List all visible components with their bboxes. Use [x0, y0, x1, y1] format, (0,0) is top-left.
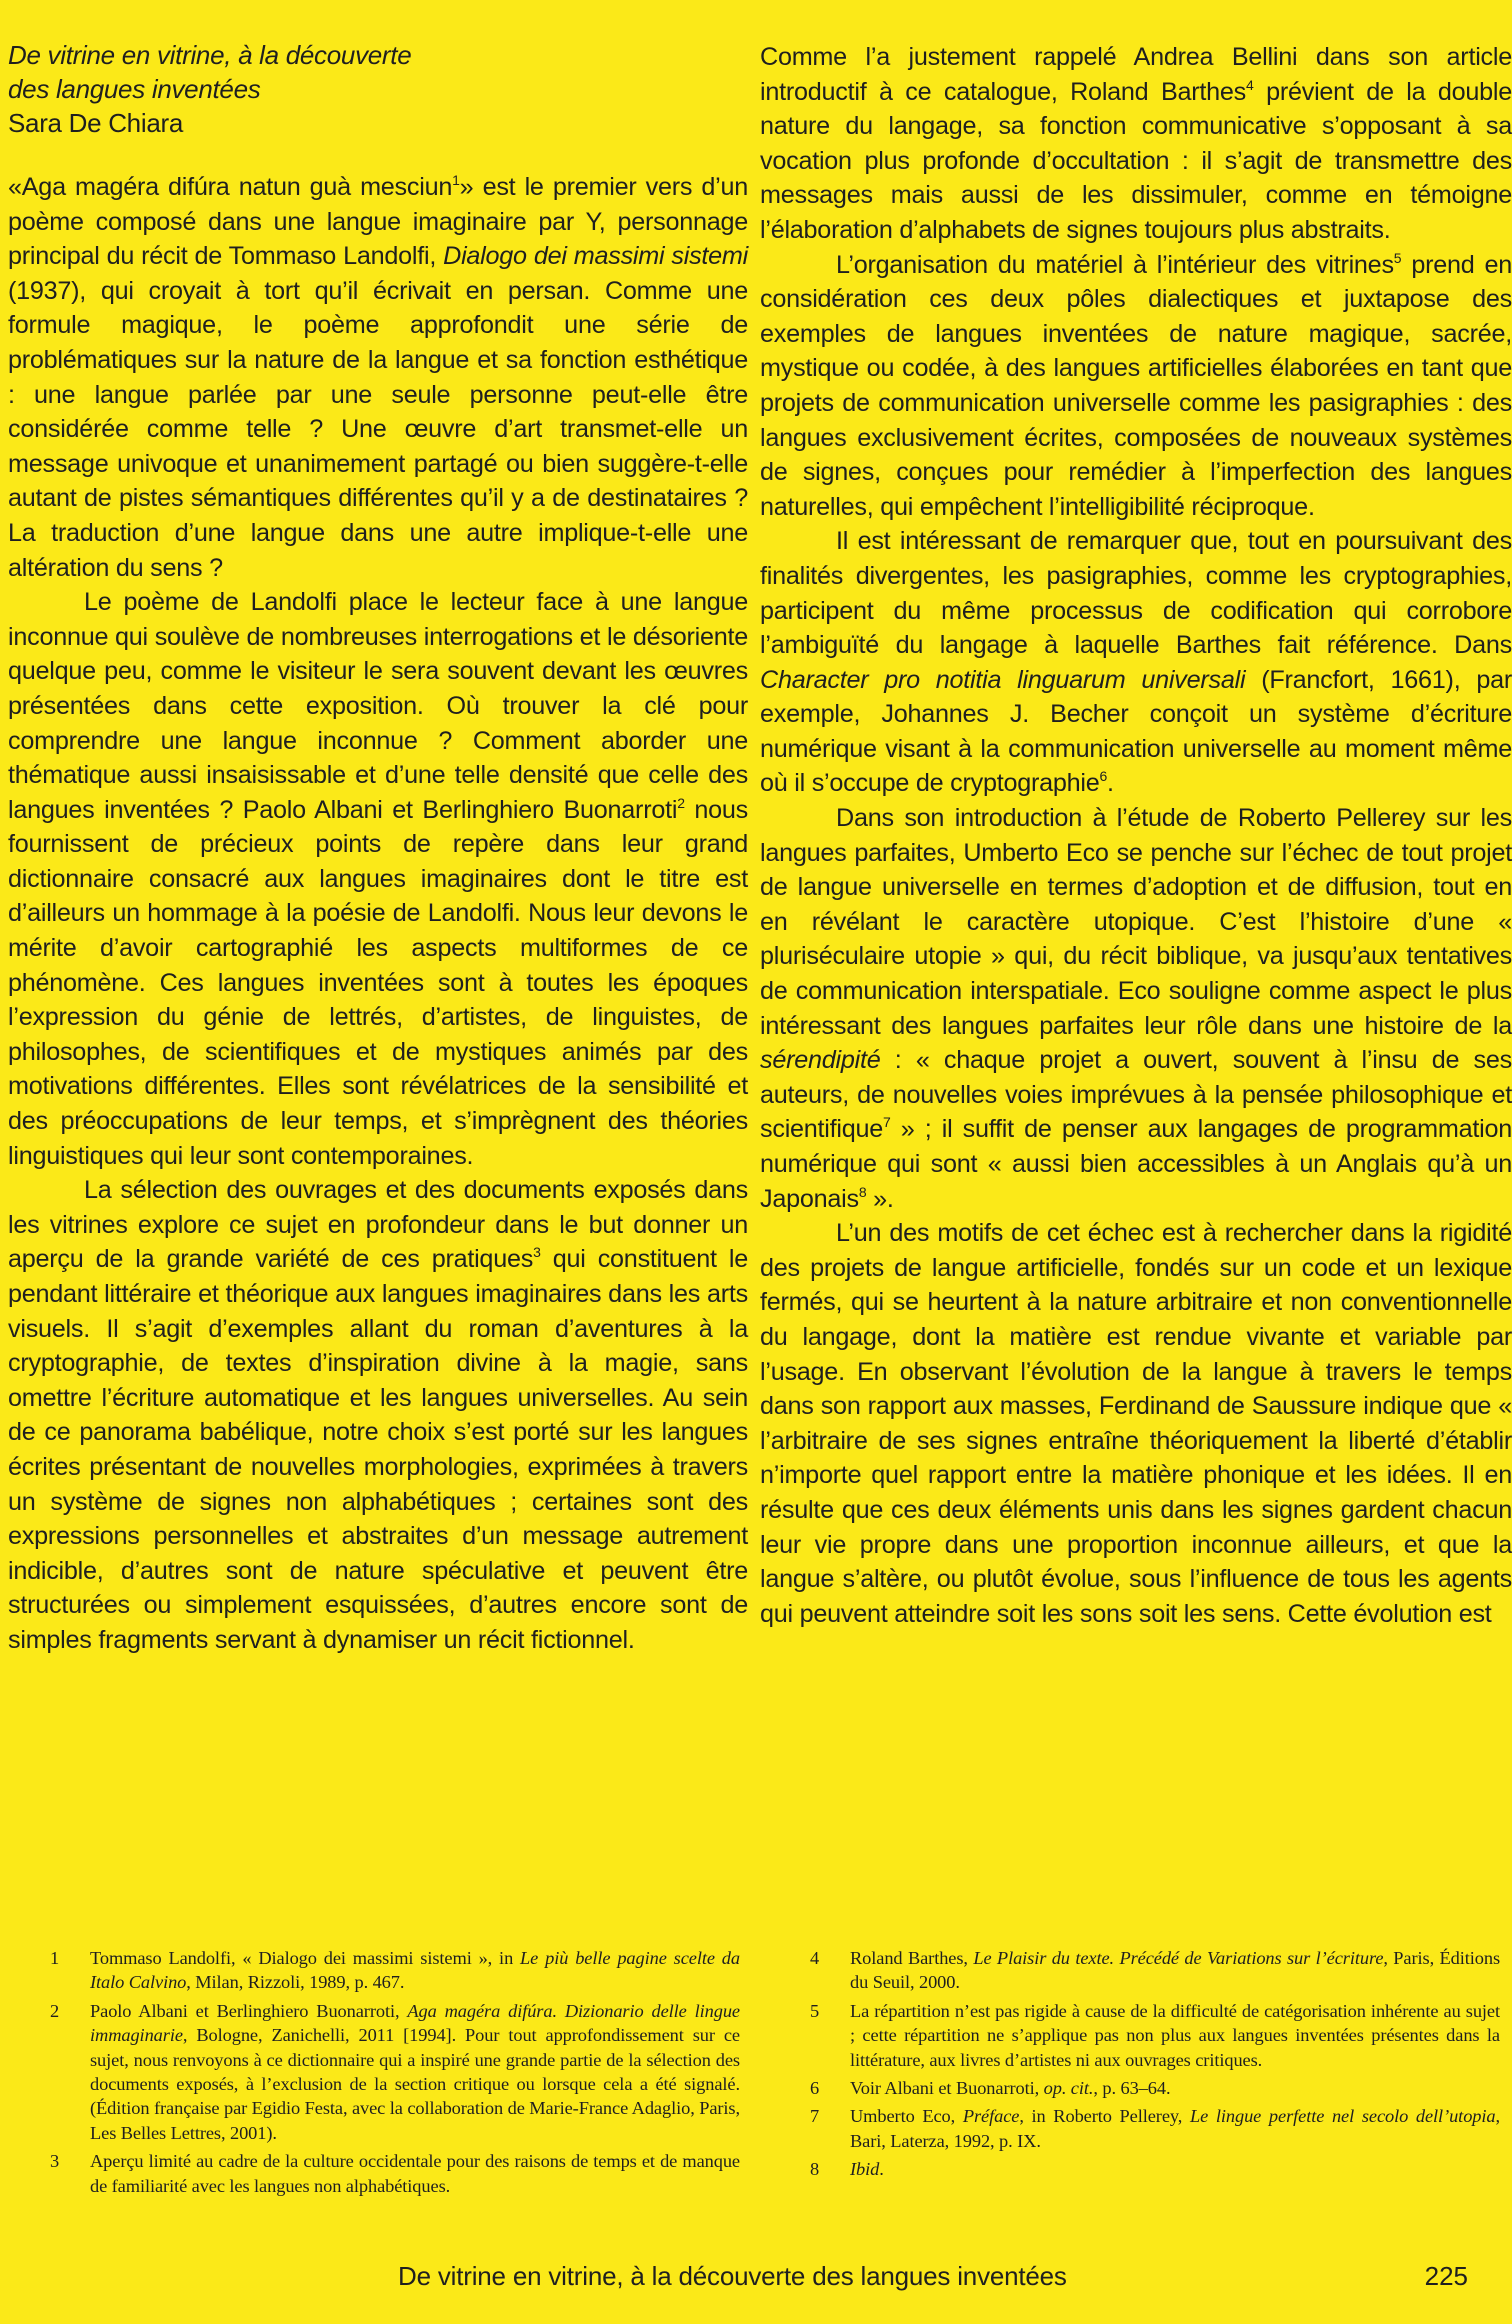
footnote-3: 3 Aperçu limité au cadre de la culture occidentale pour des raisons de temps et de manque de familiarité avec les langues non alphabétiques.	[50, 2151, 740, 2196]
footnote-ref-3: 3	[533, 1244, 541, 1261]
running-footer-title: De vitrine en vitrine, à la découverte des langues inventées	[398, 2261, 1067, 2291]
footnotes-right	[810, 1946, 1500, 2186]
right-column	[760, 40, 1512, 1631]
footnote-ref-4: 4	[1246, 76, 1254, 93]
footnote-ref-7: 7	[883, 1114, 891, 1131]
paragraph-6: Il est intéressant de remarquer que, tout en poursuivant des finalités divergentes, les pasigraphies, comme les cryptographies, participent du même processus de codification qui corrobore l’ambiguïté du langage à laquelle Barthes fait référence. Dans Character pro notitia linguarum universali (Francfort, 1661), par exemple, Johannes J. Becher conçoit un système d’écriture numérique visant à la communication universelle au moment même où il s’occupe de cryptographie$^6$.	[760, 527, 1512, 798]
left-column	[8, 170, 748, 1658]
paragraph-8: L’un des motifs de cet échec est à rechercher dans la rigidité des projets de langue artificielle, fondés sur un code et un lexique fermés, qui se heurtent à la nature arbitraire et non conventionnelle du langage, dont la matière est rendue vivante et variable par l’usage. En observant l’évolution de la langue à travers le temps dans son rapport aux masses, Ferdinand de Saussure indique que « l’arbitraire de ses signes entraîne théoriquement la liberté d’établir n’importe quel rapport entre la matière phonique et les idées. Il en résulte que ces deux éléments unis dans les signes gardent chacun leur vie propre dans une proportion inconnue ailleurs, et que la langue s’altère, ou plutôt évolue, sous l’influence de tous les agents qui peuvent atteindre soit les sons soit les sens. Cette évolution est	[760, 1219, 1512, 1628]
footnote-6: 6 Voir Albani et Buonarroti, op. cit., p. 63–64.	[810, 2078, 1171, 2099]
article-header	[8, 38, 728, 140]
footnotes-left	[50, 1946, 740, 2202]
term-serendipite: sérendipité	[760, 1046, 881, 1075]
paragraph-3: La sélection des ouvrages et des documents exposés dans les vitrines explore ce sujet en profondeur dans le but donner un aperçu de la grande variété de ces pratiques$^3$ qui constituent le pendant littéraire et théorique aux langues imaginaires dans les arts visuels. Il s’agit d’exemples allant du roman d’aventures à la cryptographie, de textes d’inspiration divine à la magie, sans omettre l’écriture automatique et les langues universelles. Au sein de ce panorama babélique, notre choix s’est porté sur les langues écrites présentant de nouvelles morphologies, exprimées à travers un système de signes non alphabétiques ; certaines sont des expressions personnelles et abstraites d’un message autrement indicible, d’autres sont de nature spéculative et peuvent être structurées ou simplement esquissées, d’autres encore sont de simples fragments servant à dynamiser un récit fictionnel.	[8, 1176, 748, 1654]
paragraph-1: «Aga magéra difúra natun guà mesciun$^1$» est le premier vers d’un poème composé dans une langue imaginaire par Y, personnage principal du récit de Tommaso Landolfi, Dialogo dei massimi sistemi (1937), qui croyait à tort qu’il écrivait en persan. Comme une formule magique, le poème approfondit une série de problématiques sur la nature de la langue et sa fonction esthétique : une langue parlée par une seule personne peut-elle être considérée comme telle ? Une œuvre d’art transmet-elle un message univoque et unanimement partagé ou bien suggère-t-elle autant de pistes sémantiques différentes qu’il y a de destinataires ? La traduction d’une langue dans une autre implique-t-elle une altération du sens ?	[8, 172, 748, 582]
footnote-ref-6: 6	[1099, 768, 1108, 785]
article-title-line-2: des langues inventées	[8, 74, 261, 104]
paragraph-4: Comme l’a justement rappelé Andrea Bellini dans son article introductif à ce catalogue, Roland Barthes$^4$ prévient de la double nature du langage, sa fonction communicative s’opposant à sa vocation plus profonde d’occultation : il s’agit de transmettre des messages mais aussi de les dissimuler, comme en témoigne l’élaboration d’alphabets de signes toujours plus abstraits.	[760, 43, 1512, 244]
book-title-dialogo: Dialogo dei massimi sistemi	[443, 242, 748, 271]
footnote-ref-5: 5	[1393, 249, 1402, 266]
book-title-character: Character pro notitia linguarum universali	[760, 665, 1246, 694]
article-author: Sara De Chiara	[8, 108, 183, 138]
page-number: 225	[1424, 2261, 1468, 2291]
footnote-ref-2: 2	[677, 794, 685, 811]
footnote-7: 7 Umberto Eco, Préface, in Roberto Pellerey, Le lingue perfette nel secolo dell’utopia, Bari, Laterza, 1992, p. IX.	[810, 2106, 1500, 2151]
paragraph-7: Dans son introduction à l’étude de Roberto Pellerey sur les langues parfaites, Umberto Eco se penche sur l’échec de tout projet de langue universelle en termes d’adoption et de diffusion, tout en en révélant le caractère utopique. C’est l’histoire d’une « pluriséculaire utopie » qui, du récit biblique, va jusqu’aux tentatives de communication interspatiale. Eco souligne comme aspect le plus intéressant des langues parfaites leur rôle dans une histoire de la sérendipité : « chaque projet a ouvert, souvent à l’insu de ses auteurs, de nouvelles voies imprévues à la pensée philosophique et scientifique$^7$ » ; il suffit de penser aux langages de programmation numérique qui sont « aussi bien accessibles à un Anglais qu’à un Japonais$^8$ ».	[760, 804, 1512, 1213]
footnote-ref-8: 8	[858, 1183, 867, 1200]
paragraph-2: Le poème de Landolfi place le lecteur face à une langue inconnue qui soulève de nombreuses interrogations et le désoriente quelque peu, comme le visiteur le sera souvent devant les œuvres présentées dans cette exposition. Où trouver la clé pour comprendre une langue inconnue ? Comment aborder une thématique aussi insaisissable et d’une telle densité que celle des langues inventées ? Paolo Albani et Berlinghiero Buonarroti$^2$ nous fournissent de précieux points de repère dans leur grand dictionnaire consacré aux langues imaginaires dont le titre est d’ailleurs un hommage à la poésie de Landolfi. Nous leur devons le mérite d’avoir cartographié les aspects multiformes de ce phénomène. Ces langues inventées sont à toutes les époques l’expression du génie de lettrés, d’artistes, de linguistes, de philosophes, de scientifiques et de mystiques animés par des motivations différentes. Elles sont révélatrices de la sensibilité et des préoccupations de leur temps, et s’imprègnent des théories linguistiques qui leur sont contemporaines.	[8, 588, 749, 1170]
footnote-ref-1: 1	[452, 172, 460, 188]
footnote-4: 4 Roland Barthes, Le Plaisir du texte. Précédé de Variations sur l’écriture, Paris, Éditions du Seuil, 2000.	[810, 1948, 1500, 1993]
footnote-5: 5 La répartition n’est pas rigide à cause de la difficulté de catégorisation inhérente au sujet ; cette répartition ne s’applique pas non plus aux langues inventées présentes dans la littérature, aux livres d’artistes ni aux ouvrages critiques.	[810, 2000, 1500, 2070]
footnote-8: 8 Ibid.	[810, 2159, 884, 2180]
footnote-2: 2 Paolo Albani et Berlinghiero Buonarroti, Aga magéra difúra. Dizionario delle lingue immaginarie, Bologne, Zanichelli, 2011 [1994]. Pour tout approfondissement sur ce sujet, nous renvoyons à ce dictionnaire qui a inspiré une grande partie de la sélection des documents exposés, à l’exclusion de la section critique ou lorsque cela a été signalé. (Édition française par Egidio Festa, avec la collaboration de Marie-France Adaglio, Paris, Les Belles Lettres, 2001).	[50, 2000, 740, 2143]
paragraph-5: L’organisation du matériel à l’intérieur des vitrines$^5$ prend en considération ces deux pôles dialectiques et juxtapose des exemples de langues inventées de nature magique, sacrée, mystique ou codée, à des langues artificielles élaborées en tant que projets de communication universelle comme les pasigraphies : des langues exclusivement écrites, composées de nouveaux systèmes de signes, conçues pour remédier à l’imperfection des langues naturelles, qui empêchent l’intelligibilité réciproque.	[760, 249, 1512, 521]
article-title-line-1: De vitrine en vitrine, à la découverte	[8, 40, 412, 70]
footnote-1: 1 Tommaso Landolfi, « Dialogo dei massimi sistemi », in Le più belle pagine scelte da Italo Calvino, Milan, Rizzoli, 1989, p. 467.	[50, 1948, 740, 1993]
